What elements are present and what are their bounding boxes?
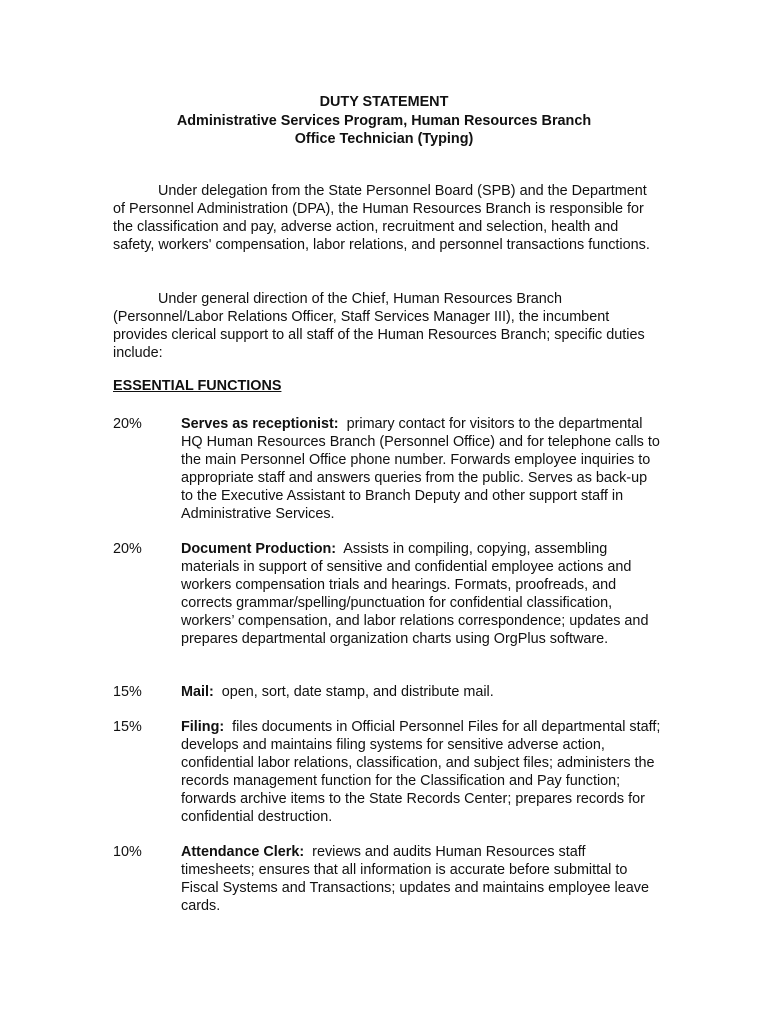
duty-description (181, 683, 661, 701)
duty-percent: 20% (113, 541, 142, 557)
title-line-program: Administrative Services Program, Human Resources Branch (176, 112, 592, 129)
duty-label: Mail: (181, 684, 214, 700)
duty-label: Document Production: (181, 541, 337, 557)
duty-percent: 15% (113, 684, 142, 700)
document-title (0, 93, 768, 149)
duty-percent: 10% (113, 844, 142, 860)
duty-label: Serves as receptionist: (181, 416, 339, 432)
duty-description (181, 718, 661, 826)
intro-paragraph-2 (113, 290, 653, 362)
intro-paragraph-1-text: Under delegation from the State Personnel Board (SPB) and the Department of Personnel Administration (DPA), the Human Resources Branch is responsible for the classification and pay, adverse action, recruitment and selection, health and safety, workers' compensation, labor relations, and personnel transactions functions. (113, 183, 650, 253)
duty-description (181, 540, 661, 648)
intro-paragraph-2-text: Under general direction of the Chief, Human Resources Branch (Personnel/Labor Relations Officer, Staff Services Manager III), the incumbent provides clerical support to all staff of the Human Resources Branch; specific duties include: (113, 291, 645, 361)
duty-percent: 20% (113, 416, 142, 432)
duty-text: files documents in Official Personnel Files for all departmental staff; develops and maintains filing systems for sensitive adverse action, confidential labor relations, classification, and subject files; administers the records management function for the Classification and Pay function; forwards archive items to the State Records Center; prepares records for confidential destruction. (181, 719, 661, 825)
title-line-duty-statement: DUTY STATEMENT (319, 94, 449, 110)
intro-paragraph-1 (113, 182, 653, 254)
duty-text: open, sort, date stamp, and distribute mail. (221, 684, 494, 700)
duty-text: reviews and audits Human Resources staff timesheets; ensures that all information is accurate before submittal to Fiscal Systems and Transactions; updates and maintains employee leave cards. (181, 844, 649, 914)
duty-text: primary contact for visitors to the departmental HQ Human Resources Branch (Personnel Office) and for telephone calls to the main Personnel Office phone number. Forwards employee inquiries to appropriate staff and answers queries from the public. Serves as back-up to the Executive Assistant to Branch Deputy and other support staff in Administrative Services. (181, 416, 660, 522)
duty-text: Assists in compiling, copying, assembling materials in support of sensitive and confidential employee actions and workers compensation trials and hearings. Formats, proofreads, and corrects grammar/spelling/punctuation for confidential classification, workers’ compensation, and labor relations correspondence; updates and prepares departmental organization charts using OrgPlus software. (181, 541, 649, 647)
duty-label: Attendance Clerk: (181, 844, 305, 860)
duty-percent: 15% (113, 719, 142, 735)
section-heading-essential-functions: ESSENTIAL FUNCTIONS (113, 378, 282, 394)
title-line-position: Office Technician (Typing) (294, 131, 474, 147)
duty-description (181, 843, 661, 915)
duty-label: Filing: (181, 719, 225, 735)
duty-description (181, 415, 661, 523)
